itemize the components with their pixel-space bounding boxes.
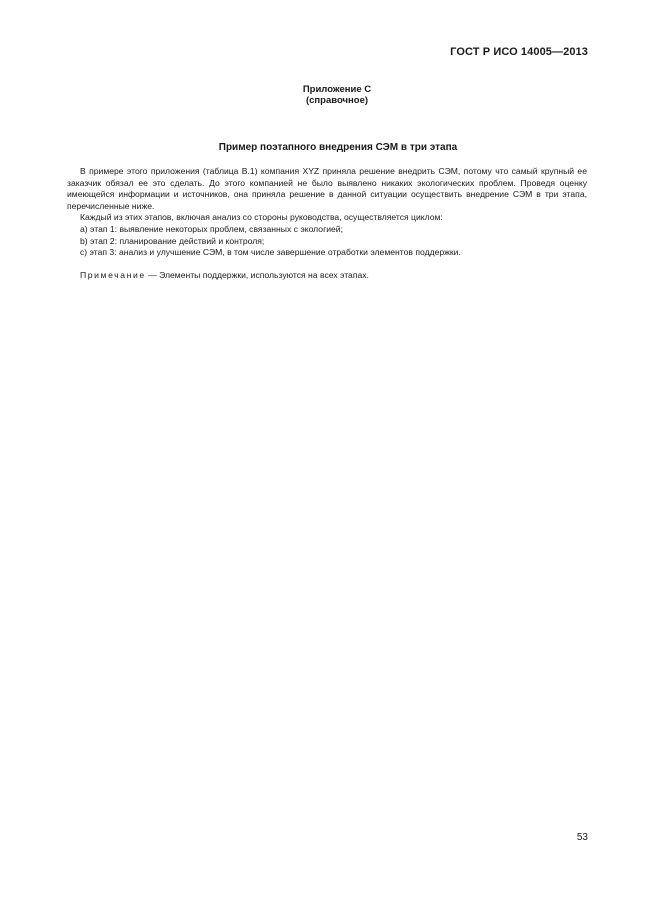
body-text [67,166,587,281]
document-code: ГОСТ Р ИСО 14005—2013 [450,46,588,58]
section-title: Пример поэтапного внедрения СЭМ в три этапа [218,142,458,153]
section-title-block [0,142,646,153]
note [67,270,587,282]
stage-item-2: b) этап 2: планирование действий и контроля; [80,235,265,246]
stage-item-3: с) этап 3: анализ и улучшение СЭМ, в том числе завершение отработки элементов поддержки. [80,247,461,258]
intro-paragraph: В примере этого приложения (таблица В.1) компания XYZ приняла решение внедрить СЭМ, потому что самый крупный ее заказчик обязал ее это сделать. До этого компанией не было выявлено никаких экологических проблем. Проведя оценку имеющейся информации и источников, она приняла решение в данной ситуации осуществить внедрение СЭМ в три этапа, перечисленные ниже. [67,166,587,211]
appendix-subtitle: (справочное) [305,95,369,106]
cycle-paragraph: Каждый из этих этапов, включая анализ со стороны руководства, осуществляется циклом: [80,212,443,223]
note-label: Примечание [80,269,146,280]
page-number: 53 [576,832,588,843]
appendix-heading [0,84,646,106]
appendix-title: Приложение С [302,84,372,95]
note-text: — Элементы поддержки, используются на всех этапах. [145,269,369,280]
stage-item-1: а) этап 1: выявление некоторых проблем, связанных с экологией; [80,223,343,234]
